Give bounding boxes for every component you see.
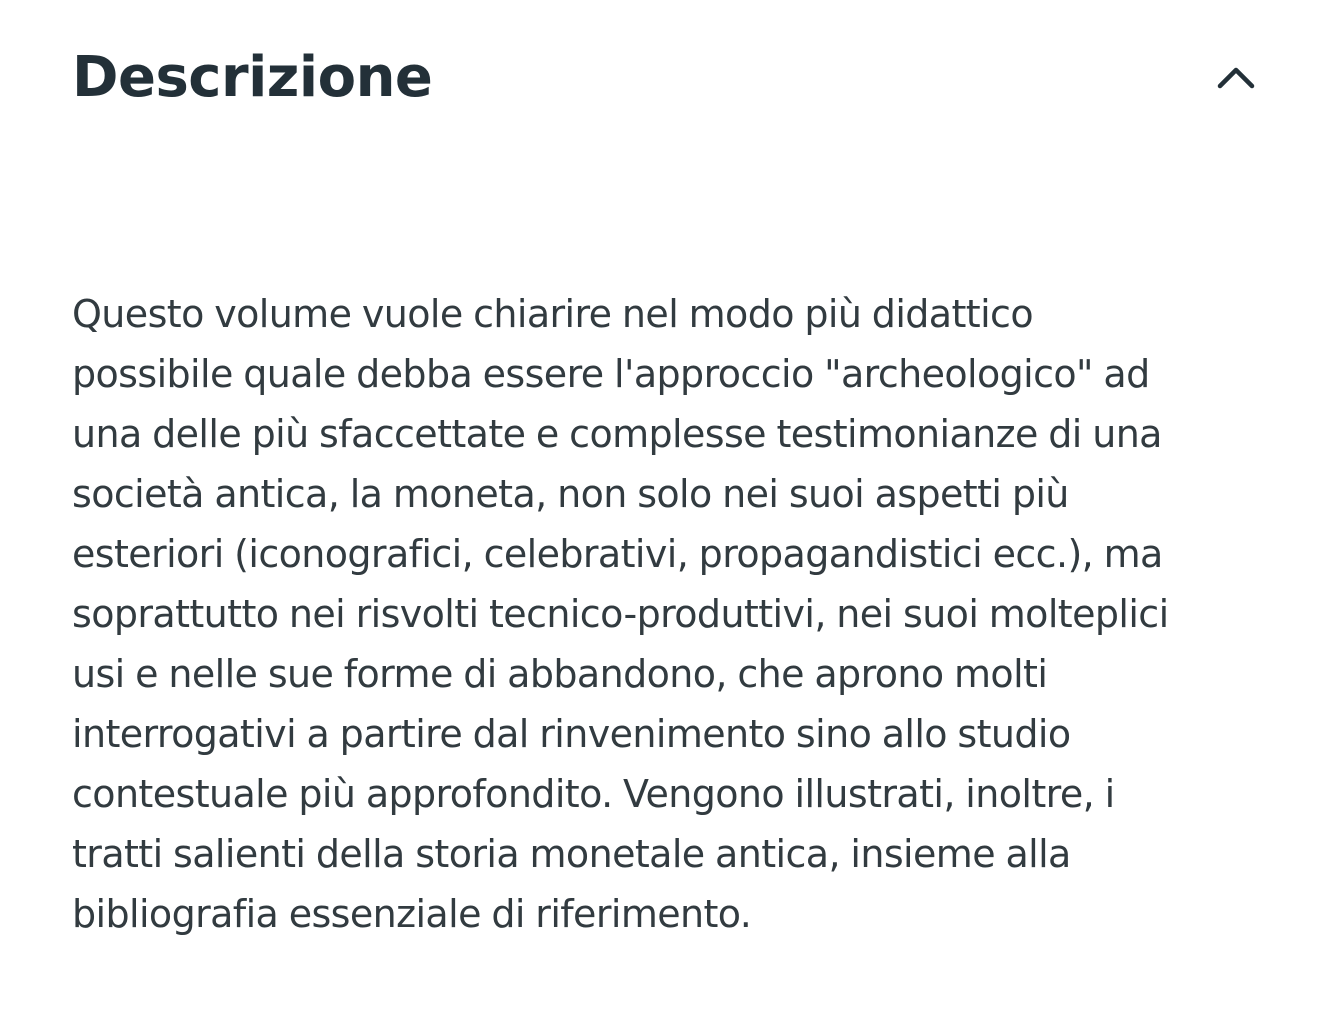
section-title: Descrizione <box>72 45 433 110</box>
description-line: soprattutto nei risvolti tecnico-produttivi, nei suoi molteplici <box>72 592 1169 636</box>
description-line: Questo volume vuole chiarire nel modo più didattico <box>72 292 1033 336</box>
description-header[interactable] <box>72 38 1262 122</box>
collapse-toggle-button[interactable] <box>1210 52 1262 104</box>
description-line: contestuale più approfondito. Vengono illustrati, inoltre, i <box>72 772 1115 816</box>
description-line: possibile quale debba essere l'approccio "archeologico" ad <box>72 352 1150 396</box>
description-line: interrogativi a partire dal rinvenimento sino allo studio <box>72 712 1071 756</box>
description-line: una delle più sfaccettate e complesse testimonianze di una <box>72 412 1162 456</box>
description-line: tratti salienti della storia monetale antica, insieme alla <box>72 832 1071 876</box>
chevron-up-icon <box>1210 52 1262 104</box>
description-line: bibliografia essenziale di riferimento. <box>72 892 752 936</box>
description-line: esteriori (iconografici, celebrativi, propagandistici ecc.), ma <box>72 532 1163 576</box>
description-line: società antica, la moneta, non solo nei suoi aspetti più <box>72 472 1069 516</box>
description-line: usi e nelle sue forme di abbandono, che aprono molti <box>72 652 1048 696</box>
description-text <box>72 284 1252 944</box>
